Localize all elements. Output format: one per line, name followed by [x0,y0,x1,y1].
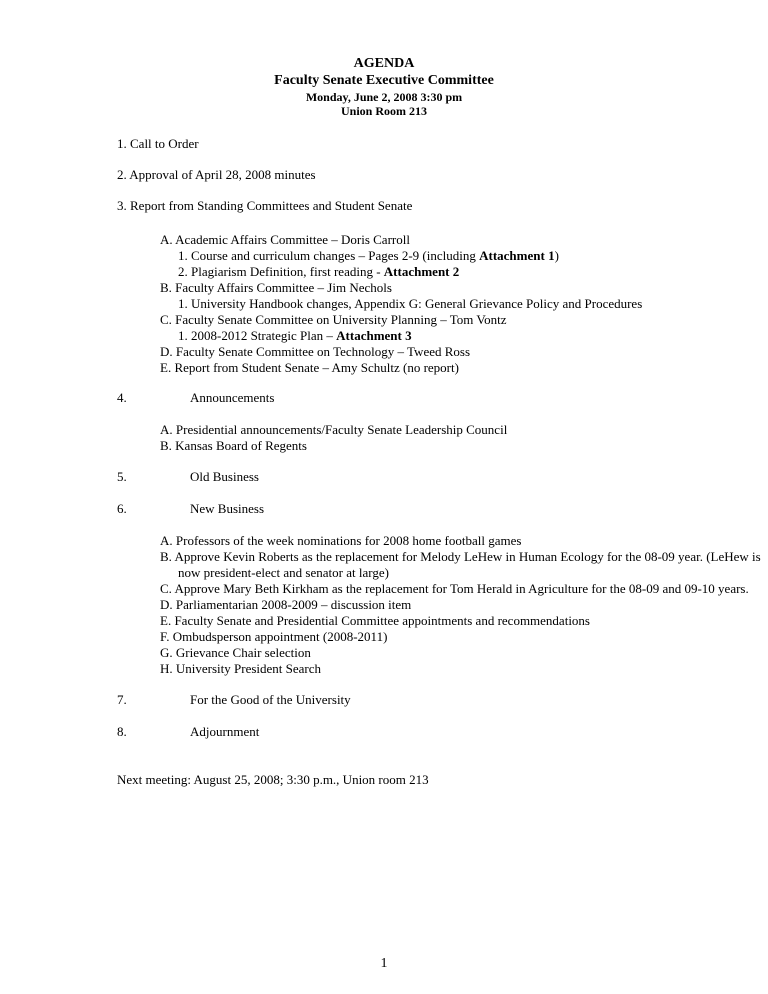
item-approval-minutes: 2. Approval of April 28, 2008 minutes [117,167,316,182]
item-good-of-university: For the Good of the University [190,692,351,707]
item-6f: F. Ombudsperson appointment (2008-2011) [160,629,388,644]
next-meeting: Next meeting: August 25, 2008; 3:30 p.m., Union room 213 [117,772,429,787]
page-number: 1 [380,956,388,971]
item-6a: A. Professors of the week nominations for 2008 home football games [160,533,522,548]
item-3e: E. Report from Student Senate – Amy Schultz (no report) [160,360,459,375]
item-5-number: 5. [117,469,127,484]
item-call-to-order: 1. Call to Order [117,136,199,151]
item-8-number: 8. [117,724,127,739]
meeting-location: Union Room 213 [340,104,427,118]
item-standing-committees: 3. Report from Standing Committees and Student Senate [117,198,413,213]
item-6-number: 6. [117,501,127,516]
meeting-datetime: Monday, June 2, 2008 3:30 pm [305,90,463,104]
item-3a-2 [178,264,459,280]
item-new-business: New Business [190,501,265,516]
item-4b: B. Kansas Board of Regents [160,438,307,453]
item-3a-1 [178,248,559,264]
attachment-2: Attachment 2 [383,264,460,279]
item-old-business: Old Business [190,469,259,484]
item-3d: D. Faculty Senate Committee on Technology – Tweed Ross [160,344,471,359]
item-3a-2-text: 2. Plagiarism Definition, first reading - [178,264,384,279]
item-6c: C. Approve Mary Beth Kirkham as the replacement for Tom Herald in Agriculture for the 08-09 and 09-10 years. [160,581,749,596]
attachment-3: Attachment 3 [336,328,412,343]
item-6b-line2: now president-elect and senator at large) [178,565,389,580]
item-6h: H. University President Search [160,661,322,676]
item-4a: A. Presidential announcements/Faculty Senate Leadership Council [160,422,508,437]
item-3a-1-close: ) [554,248,559,263]
item-announcements: Announcements [190,390,275,405]
item-3b-1: 1. University Handbook changes, Appendix G: General Grievance Policy and Procedures [178,296,643,311]
item-3c: C. Faculty Senate Committee on University Planning – Tom Vontz [160,312,507,327]
item-6g: G. Grievance Chair selection [160,645,311,660]
item-3b: B. Faculty Affairs Committee – Jim Nechols [160,280,392,295]
agenda-title: AGENDA [353,56,415,71]
item-6b-line1: B. Approve Kevin Roberts as the replacement for Melody LeHew in Human Ecology for the 08-09 year. (LeHew is [160,549,761,564]
committee-name: Faculty Senate Executive Committee [274,73,494,88]
item-3a-1-text: 1. Course and curriculum changes – Pages 2-9 (including [178,248,480,263]
item-6d: D. Parliamentarian 2008-2009 – discussion item [160,597,412,612]
item-7-number: 7. [117,692,127,707]
item-4-number: 4. [117,390,127,405]
item-3c-1 [178,328,412,344]
item-3a: A. Academic Affairs Committee – Doris Carroll [160,232,410,247]
item-3c-1-text: 1. 2008-2012 Strategic Plan – [178,328,337,343]
attachment-1: Attachment 1 [479,248,555,263]
item-adjournment: Adjournment [190,724,260,739]
item-6e: E. Faculty Senate and Presidential Committee appointments and recommendations [160,613,590,628]
